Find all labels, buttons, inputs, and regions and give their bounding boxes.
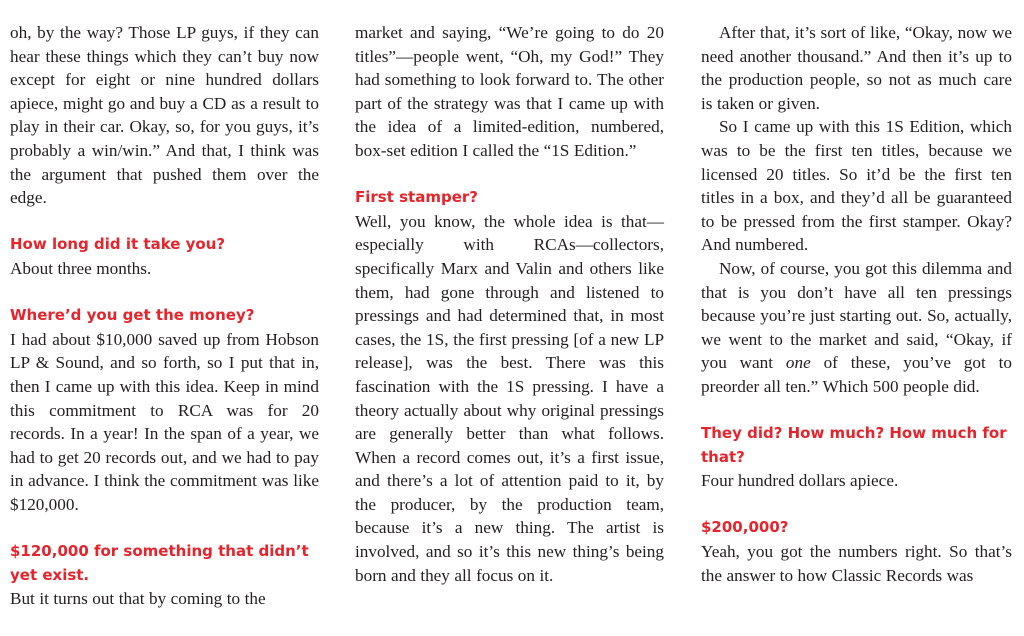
interview-answer-paragraph: But it turns out that by coming to the — [10, 589, 266, 609]
section-gap — [355, 163, 664, 187]
interview-answer-paragraph: About three months. — [10, 258, 152, 278]
interview-question: They did? How much? How much for that? — [701, 424, 1007, 466]
interview-answer-paragraph: market and saying, “We’re going to do 20 titles”—people went, “Oh, my God!” They had something to look forward to. The other part of the strategy was that I came up with the idea of a limited-edition, numbered, box-set edition I called the “1S Edition.” — [355, 23, 664, 160]
emphasized-text: one — [785, 353, 811, 373]
interview-question: Where’d you get the money? — [10, 306, 255, 325]
section-gap — [10, 516, 319, 540]
text-run: Now, of course, you got this dilemma and that is you don’t have all ten pressings because you’re just starting out. So, actually, we went to the market and said, “Okay, if you want — [701, 258, 1012, 373]
text-column-2 — [355, 21, 664, 587]
interview-question: $120,000 for something that didn’t yet exist. — [10, 542, 309, 584]
interview-answer-paragraph: oh, by the way? Those LP guys, if they can hear these things which they can’t buy now except for eight or nine hundred dollars apiece, might go and buy a CD as a result to play in their car. Okay, so, for you guys, it’s probably a win/win.” And that, I think was the argument that pushed them over the edge. — [10, 23, 319, 208]
text-column-3 — [701, 21, 1012, 587]
interview-question: How long did it take you? — [10, 235, 226, 254]
section-gap — [701, 493, 1012, 517]
interview-answer-paragraph: Yeah, you got the numbers right. So that’s the answer to how Classic Records was — [701, 542, 1012, 585]
section-gap — [701, 399, 1012, 423]
section-gap — [10, 210, 319, 234]
interview-answer-paragraph: After that, it’s sort of like, “Okay, now we need another thousand.” And then it’s up to the production people, so not as much care is taken or given. — [701, 23, 1012, 113]
interview-question: First stamper? — [355, 188, 478, 207]
interview-answer-paragraph: Well, you know, the whole idea is that—especially with RCAs—collectors, specifically Marx and Valin and others like them, had gone through and listened to pressings and had determined that, in most cases, the 1S, the first pressing [of a new LP release], was the best. There was this fascination with the 1S pressing. I have a theory actually about why original pressings are generally better than what follows. When a record comes out, it’s a first issue, and there’s a lot of attention paid to it, by the producer, by the production team, because it’s a new thing. The artist is involved, and so it’s this new thing’s being born and they all focus on it. — [355, 211, 664, 585]
text-run: of these, you’ve got to preorder all ten.” Which 500 people did. — [701, 353, 1012, 396]
interview-answer-paragraph: Four hundred dollars apiece. — [701, 471, 899, 491]
interview-answer-paragraph — [701, 257, 1012, 399]
section-gap — [10, 281, 319, 305]
text-column-1 — [10, 21, 319, 611]
interview-question: $200,000? — [701, 518, 789, 537]
interview-answer-paragraph: So I came up with this 1S Edition, which was to be the first ten titles, because we licensed 20 titles. So it’d be the first ten titles in a box, and they’d all be guaranteed to be pressed from the first stamper. Okay? And numbered. — [701, 117, 1012, 255]
interview-answer-paragraph: I had about $10,000 saved up from Hobson LP & Sound, and so forth, so I put that in, then I came up with this idea. Keep in mind this commitment to RCA was for 20 records. In a year! In the span of a year, we had to get 20 records out, and we had to pay in advance. I think the commitment was like $120,000. — [10, 329, 319, 514]
